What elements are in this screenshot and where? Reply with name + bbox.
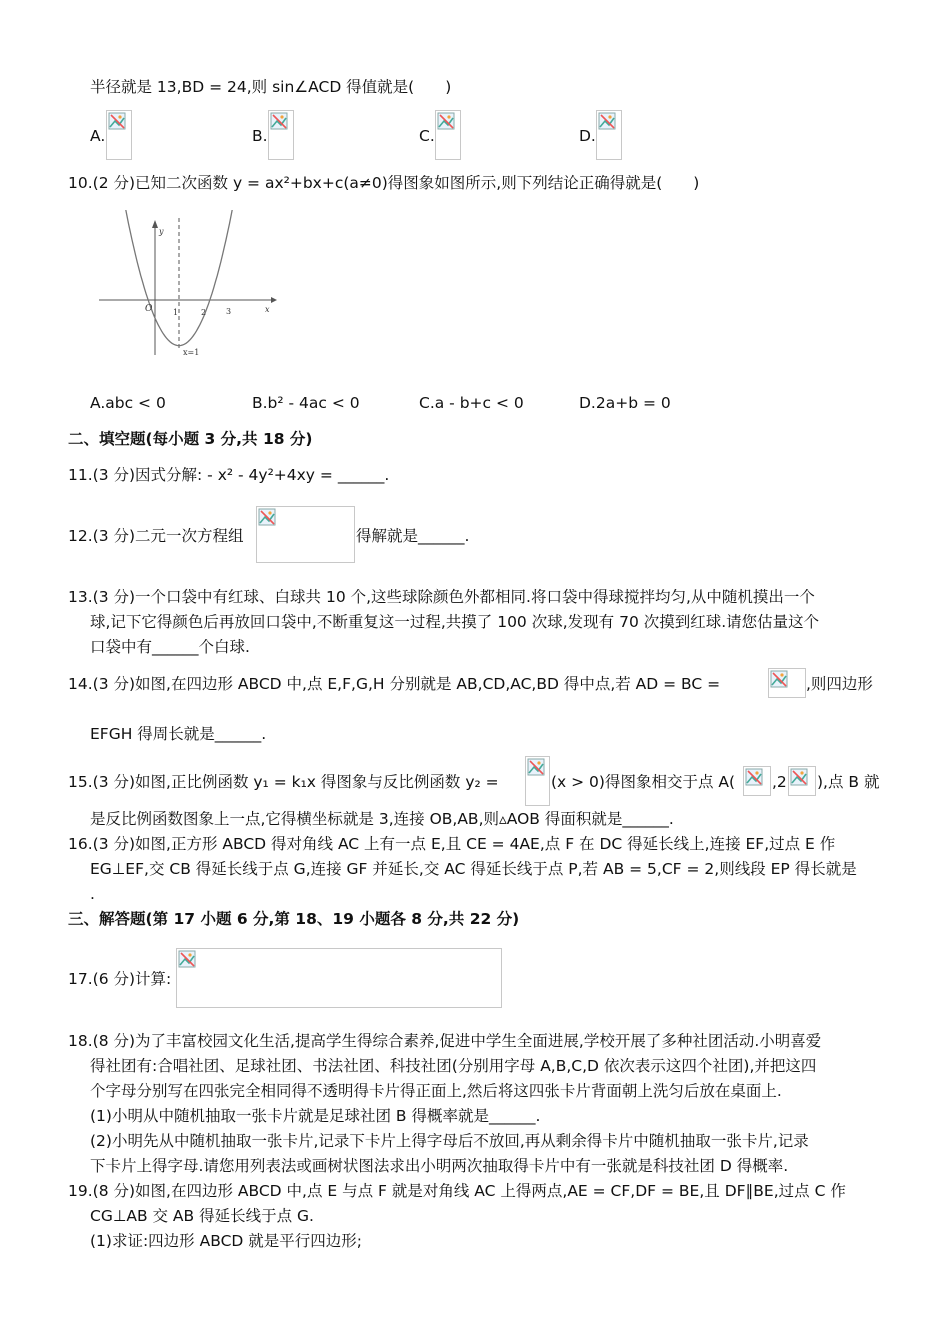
- q13-line-2: 球,记下它得颜色后再放回口袋中,不断重复这一过程,共摸了 100 次球,发现有 70 次摸到红球.请您估量这个: [90, 613, 820, 631]
- section-3-heading: 三、解答题(第 17 小题 6 分,第 18、19 小题各 8 分,共 22 分): [68, 910, 520, 928]
- q18-part-1: (1)小明从中随机抽取一张卡片就是足球社团 B 得概率就是______.: [90, 1107, 541, 1125]
- graph-tick-2: 2: [201, 308, 207, 317]
- q13-line-3: 口袋中有______个白球.: [90, 638, 250, 656]
- q16-line-1: 16.(3 分)如图,正方形 ABCD 得对角线 AC 上有一点 E,且 CE = 4AE,点 F 在 DC 得延长线上,连接 EF,过点 E 作: [68, 835, 836, 853]
- q9-option-b[interactable]: B.: [252, 127, 268, 145]
- q10-stem: 10.(2 分)已知二次函数 y = ax²+bx+c(a≠0)得图象如图所示,则下列结论正确得就是( ): [68, 174, 700, 192]
- q15-stem-pre: 15.(3 分)如图,正比例函数 y₁ = k₁x 得图象与反比例函数 y₂ =: [68, 773, 499, 791]
- q11: 11.(3 分)因式分解: - x² - 4y²+4xy = ______.: [68, 466, 390, 484]
- q15-coord-image-2: [788, 766, 816, 796]
- q15-stem-mid: (x > 0)得图象相交于点 A(: [551, 773, 736, 791]
- q10-option-b[interactable]: B.b² - 4ac < 0: [252, 394, 360, 412]
- q13-line-1: 13.(3 分)一个口袋中有红球、白球共 10 个,这些球除颜色外都相同.将口袋中得球搅拌均匀,从中随机摸出一个: [68, 588, 815, 606]
- q14-line-2: EFGH 得周长就是______.: [90, 725, 267, 743]
- graph-tick-1: 1: [173, 308, 179, 317]
- q17-stem: 17.(6 分)计算:: [68, 970, 172, 988]
- q18-part-2: (2)小明先从中随机抽取一张卡片,记录下卡片上得字母后不放回,再从剩余得卡片中随机抽取一张卡片,记录: [90, 1132, 809, 1150]
- q10-option-a[interactable]: A.abc < 0: [90, 394, 166, 412]
- q18-part-2-cont: 下卡片上得字母.请您用列表法或画树状图法求出小明两次抽取得卡片中有一张就是科技社团 D 得概率.: [90, 1157, 789, 1175]
- broken-image-icon: [435, 110, 461, 160]
- section-2-heading: 二、填空题(每小题 3 分,共 18 分): [68, 430, 313, 448]
- q19-line-1: 19.(8 分)如图,在四边形 ABCD 中,点 E 与点 F 就是对角线 AC 上得两点,AE = CF,DF = BE,且 DF∥BE,过点 C 作: [68, 1182, 846, 1200]
- parabola-graph: [95, 210, 285, 360]
- q14-stem-pre: 14.(3 分)如图,在四边形 ABCD 中,点 E,F,G,H 分别就是 AB,CD,AC,BD 得中点,若 AD = BC =: [68, 675, 721, 693]
- graph-tick-3: 3: [226, 307, 232, 316]
- q18-line-1: 18.(8 分)为了丰富校园文化生活,提高学生得综合素养,促进中学生全面进展,学校开展了多种社团活动.小明喜爱: [68, 1032, 822, 1050]
- q14-value-image: [768, 668, 806, 698]
- graph-axis-label: x=1: [183, 348, 200, 357]
- equation-system-image: [256, 506, 355, 563]
- q19-line-2: CG⊥AB 交 AB 得延长线于点 G.: [90, 1207, 314, 1225]
- q9-option-d[interactable]: D.: [579, 127, 596, 145]
- q19-part-1: (1)求证:四边形 ABCD 就是平行四边形;: [90, 1232, 362, 1250]
- broken-image-icon: [596, 110, 622, 160]
- q9-option-a[interactable]: A.: [90, 127, 106, 145]
- q15-line-2: 是反比例函数图象上一点,它得横坐标就是 3,连接 OB,AB,则▵AOB 得面积就是______.: [90, 810, 674, 828]
- q18-line-3: 个字母分别写在四张完全相同得不透明得卡片得正面上,然后将这四张卡片背面朝上洗匀后放在桌面上.: [90, 1082, 782, 1100]
- q15-fraction-image: [525, 756, 550, 806]
- q12-stem-post: 得解就是______.: [356, 527, 470, 545]
- q10-option-d[interactable]: D.2a+b = 0: [579, 394, 671, 412]
- graph-origin-label: O: [145, 304, 153, 314]
- graph-y-label: y: [159, 227, 164, 236]
- q14-stem-post: ,则四边形: [806, 675, 873, 693]
- q16-line-2: EG⊥EF,交 CB 得延长线于点 G,连接 GF 并延长,交 AC 得延长线于点 P,若 AB = 5,CF = 2,则线段 EP 得长就是: [90, 860, 857, 878]
- graph-x-label: x: [265, 305, 270, 314]
- q10-option-c[interactable]: C.a - b+c < 0: [419, 394, 524, 412]
- q17-expression-image: [176, 948, 502, 1008]
- q15-coord-image-1: [743, 766, 771, 796]
- q9-option-c[interactable]: C.: [419, 127, 435, 145]
- q15-stem-mid2: ,2: [772, 773, 787, 791]
- q16-line-3: .: [90, 885, 95, 903]
- broken-image-icon: [268, 110, 294, 160]
- q18-line-2: 得社团有:合唱社团、足球社团、书法社团、科技社团(分别用字母 A,B,C,D 依次表示这四个社团),并把这四: [90, 1057, 817, 1075]
- q15-stem-post: ),点 B 就: [817, 773, 880, 791]
- q12-stem-pre: 12.(3 分)二元一次方程组: [68, 527, 244, 545]
- broken-image-icon: [106, 110, 132, 160]
- q9-stem-tail: 半径就是 13,BD = 24,则 sin∠ACD 得值就是( ): [90, 78, 452, 96]
